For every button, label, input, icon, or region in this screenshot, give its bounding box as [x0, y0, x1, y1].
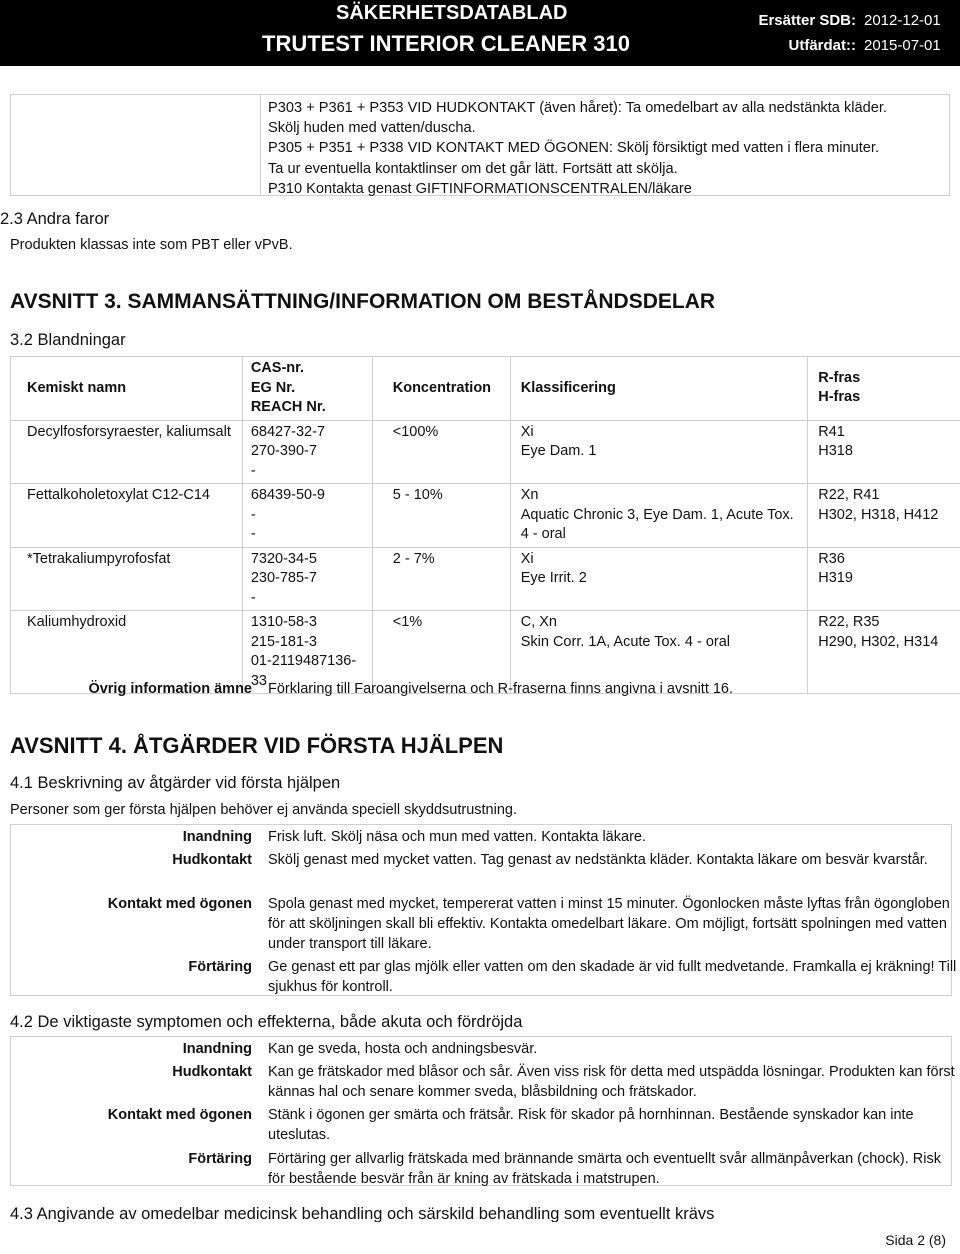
replaces-date: 2012-12-01 [864, 12, 941, 29]
col-header-phrases [808, 357, 960, 421]
doc-type: SÄKERHETSDATABLAD [336, 2, 568, 24]
section-4-3-title: 4.3 Angivande av omedelbar medicinsk behandling och särskild behandling som eventuellt krävs [10, 1205, 715, 1222]
cell-class: Xi Eye Irrit. 2 [510, 547, 808, 611]
other-info-text: Förklaring till Faroangivelserna och R-fraserna finns angivna i avsnitt 16. [268, 681, 734, 697]
col-header-eg: EG Nr. [250, 379, 296, 396]
product-name: TRUTEST INTERIOR CLEANER 310 [262, 31, 630, 56]
p-statements [268, 98, 948, 199]
page-number: Sida 2 (8) [885, 1232, 946, 1248]
replaces-label: Ersätter SDB: [758, 12, 856, 29]
cell-phrases: R22, R35 H290, H302, H314 [808, 611, 960, 694]
cell-name: Fettalkoholetoxylat C12-C14 [11, 484, 243, 548]
section-3-title: AVSNITT 3. SAMMANSÄTTNING/INFORMATION OM BESTÅNDSDELAR [10, 290, 716, 313]
section-3-2-title: 3.2 Blandningar [10, 331, 126, 349]
section-4-2-title: 4.2 De viktigaste symptomen och effekterna, både akuta och fördröjda [10, 1013, 523, 1031]
p-statement: Skölj huden med vatten/duscha. [268, 120, 476, 137]
symptom-text: Förtäring ger allvarlig frätskada med brännande smärta och eventuellt svår allmänpåverkan (chock). Risk för bestående besvär från är kning av frätskada i matstrupen. [268, 1151, 941, 1187]
measure-text: Skölj genast med mycket vatten. Tag genast av nedstänkta kläder. Kontakta läkare om besvär kvarstår. [268, 852, 928, 868]
col-header-hfras: H-fras [818, 389, 861, 406]
col-header-name: Kemiskt namn [11, 357, 243, 421]
section-2-3-text: Produkten klassas inte som PBT eller vPvB. [10, 237, 293, 253]
issued-info [756, 37, 941, 54]
symptom-text: Kan ge frätskador med blåsor och sår. Även viss risk för detta med utspädda lösningar. Produkten kan först kännas hal och senare kommer sveda, blåsbildning och frätskador. [268, 1064, 955, 1100]
other-info-label: Övrig information ämne [88, 681, 252, 697]
symptom-label: Förtäring [188, 1151, 252, 1167]
cell-name: Decylfosforsyraester, kaliumsalt [11, 420, 243, 484]
section-4-1-title: 4.1 Beskrivning av åtgärder vid första hjälpen [10, 774, 341, 792]
composition-table [10, 356, 960, 694]
cell-phrases: R36 H319 [808, 547, 960, 611]
cell-ids: 1310-58-3 215-181-3 01-2119487136-33 [242, 611, 372, 694]
p-statement: Ta ur eventuella kontaktlinser om det går lätt. Fortsätt att skölja. [268, 160, 678, 177]
table-row [11, 420, 960, 484]
cell-name: *Tetrakaliumpyrofosfat [11, 547, 243, 611]
measure-label: Inandning [182, 829, 252, 845]
measure-label: Förtäring [188, 959, 252, 975]
measure-label: Hudkontakt [172, 852, 252, 868]
p-statement: P310 Kontakta genast GIFTINFORMATIONSCENTRALEN/läkare [268, 180, 692, 197]
table-header-row [11, 357, 960, 421]
cell-conc: <1% [372, 611, 510, 694]
symptoms-list [12, 1040, 955, 1190]
col-header-conc: Koncentration [372, 357, 510, 421]
symptom-label: Kontakt med ögonen [107, 1107, 252, 1123]
col-header-class: Klassificering [510, 357, 808, 421]
cell-conc: 2 - 7% [372, 547, 510, 611]
cell-class: Xn Aquatic Chronic 3, Eye Dam. 1, Acute Tox. 4 - oral [510, 484, 808, 548]
cell-ids: 68427-32-7 270-390-7 - [242, 420, 372, 484]
p-statement: P305 + P351 + P338 VID KONTAKT MED ÖGONEN: Skölj försiktigt med vatten i flera minuter. [268, 140, 880, 157]
symptom-text: Kan ge sveda, hosta och andningsbesvär. [268, 1041, 538, 1057]
measure-text: Frisk luft. Skölj näsa och mun med vatten. Kontakta läkare. [268, 829, 646, 845]
document-header [0, 0, 960, 66]
first-aid-measures [12, 828, 957, 998]
measure-text: Spola genast med mycket, tempererat vatten i minst 15 minuter. Ögonlocken måste lyftas från ögongloben för att sköljningen skall bli effektiv. Kontakta omedelbart läkare. Om möjligt, fortsätt spolningen med vatten under transport till läkare. [268, 896, 950, 952]
section-4-title: AVSNITT 4. ÅTGÄRDER VID FÖRSTA HJÄLPEN [10, 733, 504, 758]
p-statement: P303 + P361 + P353 VID HUDKONTAKT (även håret): Ta omedelbart av alla nedstänkta kläder. [268, 100, 887, 116]
cell-ids: 7320-34-5 230-785-7 - [242, 547, 372, 611]
cell-conc: 5 - 10% [372, 484, 510, 548]
cell-phrases: R41 H318 [808, 420, 960, 484]
cell-conc: <100% [372, 420, 510, 484]
cell-ids: 68439-50-9 - - [242, 484, 372, 548]
cell-phrases: R22, R41 H302, H318, H412 [808, 484, 960, 548]
col-header-reach: REACH Nr. [250, 399, 326, 415]
issued-label: Utfärdat:: [788, 37, 856, 54]
table-row [11, 547, 960, 611]
cell-name: Kaliumhydroxid [11, 611, 243, 694]
cell-class: C, Xn Skin Corr. 1A, Acute Tox. 4 - oral [510, 611, 808, 694]
col-header-ids [242, 357, 372, 421]
table-row [11, 484, 960, 548]
col-header-cas: CAS-nr. [250, 360, 304, 376]
symptom-label: Inandning [182, 1041, 252, 1057]
issued-date: 2015-07-01 [864, 37, 941, 54]
symptom-label: Hudkontakt [172, 1064, 252, 1080]
cell-class: Xi Eye Dam. 1 [510, 420, 808, 484]
col-header-rfras: R-fras [818, 369, 861, 386]
symptom-text: Stänk i ögonen ger smärta och frätsår. Risk för skador på hornhinnan. Bestående synskador kan inte uteslutas. [268, 1107, 914, 1143]
replaces-info [756, 12, 941, 29]
measure-label: Kontakt med ögonen [107, 896, 252, 912]
section-2-3-title: 2.3 Andra faror [0, 210, 110, 228]
section-4-1-intro: Personer som ger första hjälpen behöver ej använda speciell skyddsutrustning. [10, 802, 517, 818]
measure-text: Ge genast ett par glas mjölk eller vatten om den skadade är vid fullt medvetande. Framkalla ej kräkning! Till sjukhus för kontroll. [268, 959, 957, 995]
